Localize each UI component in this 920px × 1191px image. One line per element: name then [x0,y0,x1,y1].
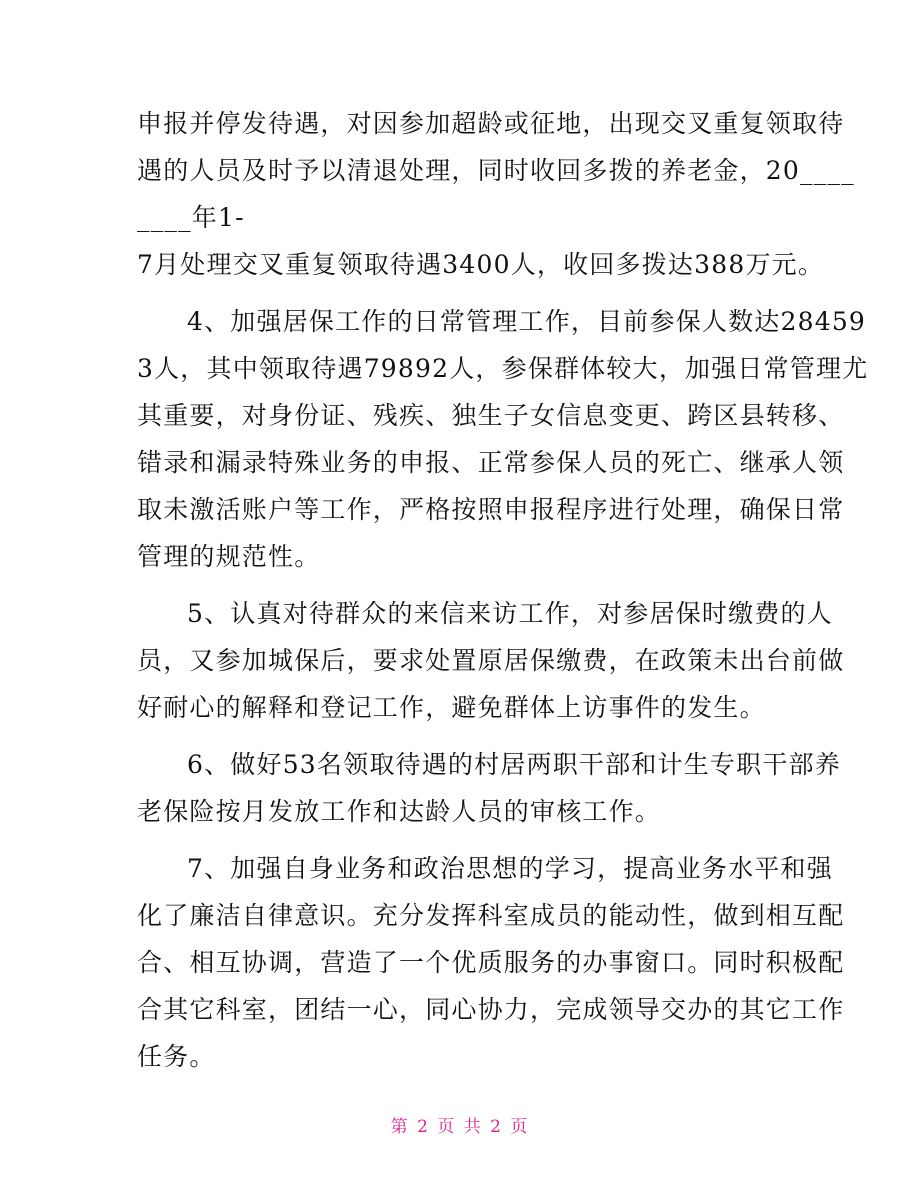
text-line: 5、认真对待群众的来信来访工作，对参居保时缴费的人 [187,599,833,628]
text-line: 7、加强自身业务和政治思想的学习，提高业务水平和强 [187,854,833,883]
text-line: 老保险按月发放工作和达龄人员的审核工作。 [137,797,662,826]
text-line: 7月处理交叉重复领取待遇3400人，收回多拨达388万元。 [137,250,825,279]
paragraph-6 [137,741,841,835]
document-body [137,100,869,1080]
text-line: 取未激活账户等工作，严格按照申报程序进行处理，确保日常 [137,495,845,524]
text-line: 4、加强居保工作的日常管理工作，目前参保人数达28459 [187,307,867,336]
paragraph-3-continued [137,100,855,288]
text-line: 合其它科室，团结一心，同心协力，完成领导交办的其它工作 [137,995,845,1024]
paragraph-spacer [137,288,787,298]
text-line: 6、做好53名领取待遇的村居两职干部和计生专职干部养 [187,750,841,779]
text-line: 遇的人员及时予以清退处理，同时收回多拨的养老金，20____ [137,156,855,185]
text-line: 员，又参加城保后，要求处置原居保缴费，在政策未出台前做 [137,646,845,675]
text-line: 合、相互协调，营造了一个优质服务的办事窗口。同时积极配 [137,948,845,977]
text-line: 错录和漏录特殊业务的申报、正常参保人员的死亡、继承人领 [137,448,845,477]
paragraph-7 [137,845,845,1080]
text-line: 任务。 [137,1042,216,1071]
text-line: 其重要，对身份证、残疾、独生子女信息变更、跨区县转移、 [137,401,845,430]
text-line: 管理的规范性。 [137,542,321,571]
paragraph-4 [137,298,869,580]
paragraph-5 [137,590,845,731]
text-line: ____年1- [137,203,245,232]
text-line: 申报并停发待遇，对因参加超龄或征地，出现交叉重复领取待 [137,109,845,138]
text-line: 化了廉洁自律意识。充分发挥科室成员的能动性，做到相互配 [137,901,845,930]
paragraph-spacer [137,580,787,590]
text-line: 好耐心的解释和登记工作，避免群体上访事件的发生。 [137,693,766,722]
text-line: 3人，其中领取待遇79892人，参保群体较大，加强日常管理尤 [137,354,869,383]
page-number-footer: 第 2 页 共 2 页 [390,1117,530,1137]
paragraph-spacer [137,731,787,741]
paragraph-spacer [137,835,787,845]
